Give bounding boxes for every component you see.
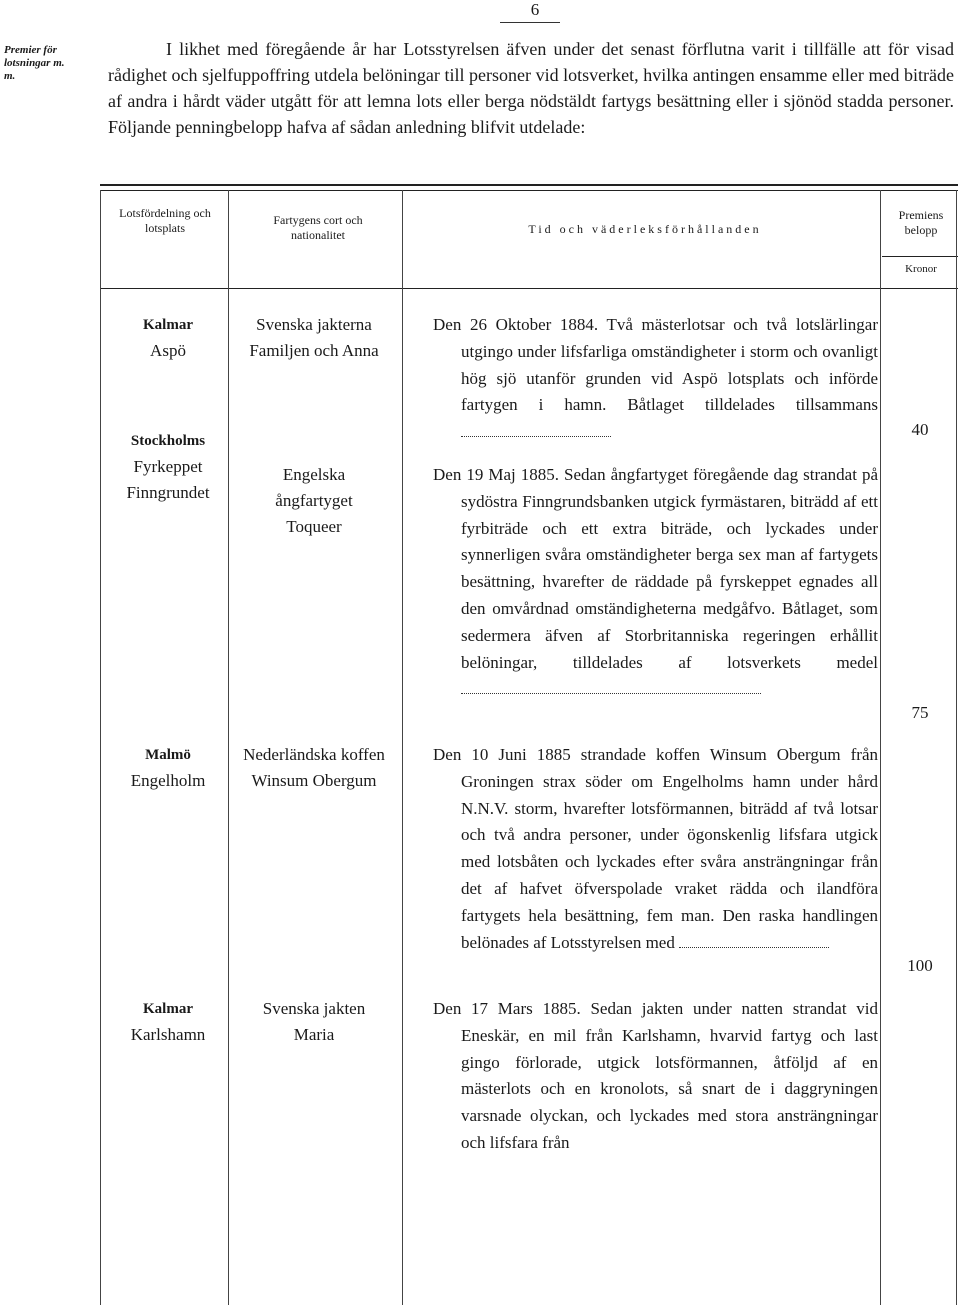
row-1-vessel: Svenska jakterna Familjen och Anna bbox=[249, 315, 379, 360]
row-4-place: Karlshamn bbox=[130, 1025, 206, 1044]
leader-dots bbox=[679, 947, 829, 948]
row-3-amount: 100 bbox=[907, 956, 933, 975]
row-1-district: Kalmar bbox=[143, 317, 193, 333]
intro-text bbox=[108, 36, 954, 140]
table-top-rule bbox=[100, 184, 958, 186]
page-number: 6 bbox=[530, 0, 540, 19]
amount-unit-rule bbox=[882, 256, 958, 257]
header-time-weather: Tid och väderleksförhållanden bbox=[528, 222, 762, 236]
table-row-1-district-cell bbox=[108, 312, 228, 364]
column-divider-2 bbox=[402, 190, 403, 1305]
row-2-district: Stockholms bbox=[130, 433, 206, 449]
row-3-district: Malmö bbox=[145, 747, 191, 763]
header-amount-unit: Kronor bbox=[905, 263, 937, 275]
row-2-text: Den 19 Maj 1885. Sedan ångfartyget föregående dag strandat på sydöstra Finngrundsbanken utgick fyrmästaren, biträdd af ett fyrbiträde och ett extra biträde, och lyckades under synnerligen svåra omständigheter berga sex man af fartygets besättning, hvarefter de räddade på fyrskeppet egnades all den omvårdnad omständigheterna medgåfvo. Båtlaget, som sedermera äfven af Storbritanniska regeringen erhållit belöningar, tilldelades af lotsverkets medel bbox=[433, 465, 878, 672]
row-4-vessel: Svenska jakten Maria bbox=[262, 999, 366, 1044]
table-left-border bbox=[100, 190, 101, 1305]
header-district: Lotsfördelning och lotsplats bbox=[119, 206, 211, 235]
row-2-vessel: Engelska ångfartyget Toqueer bbox=[275, 465, 353, 536]
margin-note: Premier för lotsningar m. m. bbox=[4, 44, 65, 82]
table-right-border bbox=[956, 190, 957, 1305]
row-3-description bbox=[433, 742, 878, 956]
row-3-vessel: Nederländska koffen Winsum Obergum bbox=[243, 745, 385, 790]
row-4-text: Den 17 Mars 1885. Sedan jakten under natten strandat vid Eneskär, en mil från Karlshamn, hvarvid fartyg och last gingo förlorade, utgick lotsförmannen, åtföljd af en mästerlots och en kronolots, så snart de i daggryningen varsnade olyckan, och lyckades med stora ansträngningar och lifsfara från bbox=[433, 999, 878, 1152]
row-4-description bbox=[433, 996, 878, 1157]
row-2-description bbox=[433, 462, 878, 703]
table-row-3-district-cell bbox=[108, 742, 228, 794]
intro-paragraph: I likhet med föregående år har Lotsstyrelsen äfven under det senast förflutna varit i tillfälle att för visad rådighet och sjelfuppoffring utdela belöningar till personer vid lotsverket, hvilka antingen ensamme eller med biträde af andra i hårdt väder utgått för att lemna lots eller berga nödstäldt fartygs besättning eller i sjönöd stadda personer. Följande penningbelopp hafva af sådan anledning blifvit utdelade: bbox=[108, 39, 954, 137]
row-3-place: Engelholm bbox=[130, 771, 206, 790]
row-1-place: Aspö bbox=[150, 341, 186, 360]
header-vessel: Fartygens cort och nationalitet bbox=[273, 213, 363, 242]
row-1-text: Den 26 Oktober 1884. Två mästerlotsar och två lotslärlingar utgingo under lifsfarliga omständigheter i storm och ovanligt hög sjö utanför grunden vid Aspö lotsplats och införde fartygen i hamn. Båtlaget tilldelades tillsammans bbox=[433, 315, 878, 415]
header-amount: Premiens belopp bbox=[898, 208, 944, 237]
table-row-2-district-cell bbox=[108, 428, 228, 506]
page-number-rule bbox=[500, 22, 560, 23]
leader-dots bbox=[461, 436, 611, 437]
column-divider-3 bbox=[880, 190, 881, 1305]
row-2-amount: 75 bbox=[911, 703, 929, 722]
leader-dots bbox=[461, 693, 761, 694]
row-3-text: Den 10 Juni 1885 strandade koffen Winsum Obergum från Groningen strax söder om Engelholms hamn under hård N.N.V. storm, hvarefter lotsförmannen, biträdd af två lotsar och två andra personer, under ögonskenlig lifsfara utgick med lotsbåten och lyckades efter svåra ansträngningar från det af hafvet öfverspolade vraket rädda och ilandföra fartygets hela besättning, fem man. Den raska handlingen belönades af Lotsstyrelsen med bbox=[433, 745, 878, 952]
table-row-4-district-cell bbox=[108, 996, 228, 1048]
row-2-place: Fyrkeppet Finngrundet bbox=[126, 457, 210, 502]
row-1-amount: 40 bbox=[911, 420, 929, 439]
row-1-description bbox=[433, 312, 878, 446]
row-4-district: Kalmar bbox=[143, 1001, 193, 1017]
